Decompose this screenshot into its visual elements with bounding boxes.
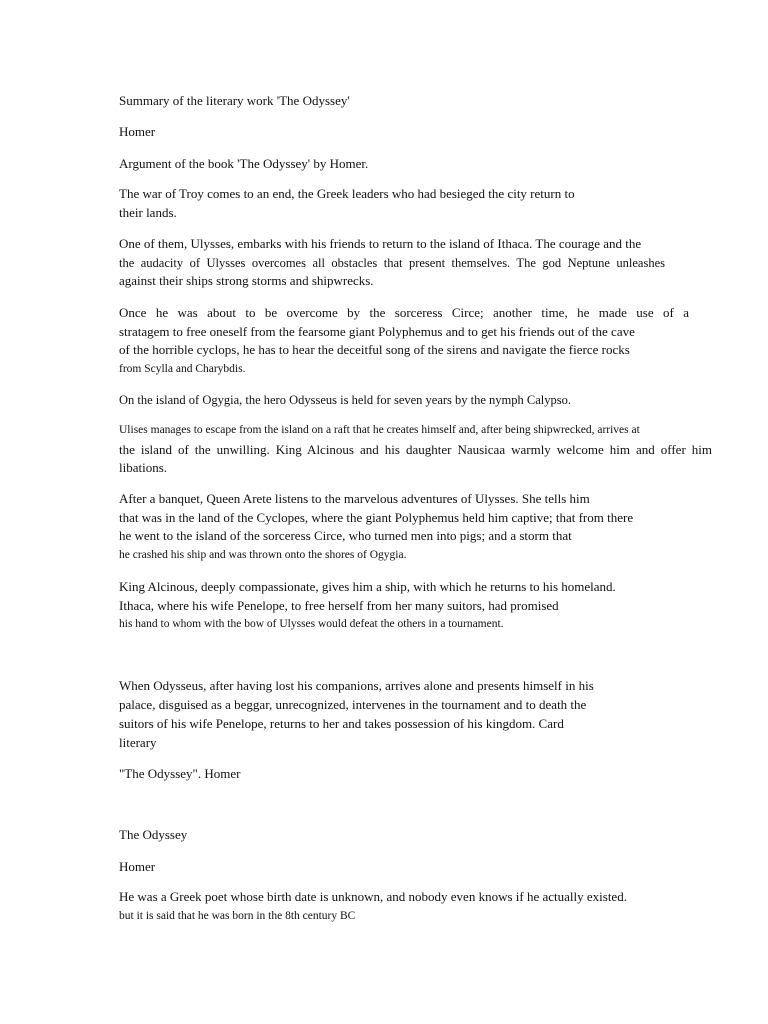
paragraph-line: that was in the land of the Cyclopes, where the giant Polyphemus held him captive; that from there — [119, 510, 634, 525]
paragraph-line: libations. — [119, 460, 168, 475]
paragraph-line: On the island of Ogygia, the hero Odysseus is held for seven years by the nymph Calypso. — [119, 393, 572, 407]
paragraph-line: he crashed his ship and was thrown onto the shores of Ogygia. — [119, 549, 407, 561]
summary-title: Summary of the literary work 'The Odyssey' — [119, 93, 350, 108]
paragraph-line: against their ships strong storms and shipwrecks. — [119, 273, 374, 288]
section-title: The Odyssey — [119, 827, 188, 842]
paragraph-line: Once he was about to be overcome by the sorceress Circe; another time, he made use of a — [119, 305, 689, 320]
paragraph-line: One of them, Ulysses, embarks with his friends to return to the island of Ithaca. The courage and the — [119, 236, 642, 251]
paragraph-line: he went to the island of the sorceress Circe, who turned men into pigs; and a storm that — [119, 528, 572, 543]
paragraph-line: from Scylla and Charybdis. — [119, 363, 246, 375]
paragraph-line: King Alcinous, deeply compassionate, gives him a ship, with which he returns to his homeland. — [119, 579, 616, 594]
paragraph-line: his hand to whom with the bow of Ulysses would defeat the others in a tournament. — [119, 618, 504, 630]
paragraph-line: but it is said that he was born in the 8th century BC — [119, 910, 356, 922]
section-author: Homer — [119, 859, 156, 874]
paragraph-line: Ulises manages to escape from the island on a raft that he creates himself and, after being shipwrecked, arrives at — [119, 424, 640, 436]
paragraph-line: When Odysseus, after having lost his companions, arrives alone and presents himself in his — [119, 678, 594, 693]
argument-title: Argument of the book 'The Odyssey' by Homer. — [119, 156, 369, 171]
paragraph-line: suitors of his wife Penelope, returns to her and takes possession of his kingdom. Card — [119, 716, 564, 731]
author-name: Homer — [119, 124, 156, 139]
paragraph-line: He was a Greek poet whose birth date is unknown, and nobody even knows if he actually existed. — [119, 889, 627, 904]
paragraph-line: The war of Troy comes to an end, the Greek leaders who had besieged the city return to — [119, 186, 575, 201]
paragraph-line: Ithaca, where his wife Penelope, to free herself from her many suitors, had promised — [119, 598, 559, 613]
paragraph-line: the audacity of Ulysses overcomes all obstacles that present themselves. The god Neptune unleashes — [119, 256, 665, 270]
paragraph-line: literary — [119, 735, 157, 750]
paragraph-line: After a banquet, Queen Arete listens to the marvelous adventures of Ulysses. She tells him — [119, 491, 590, 506]
paragraph-line: stratagem to free oneself from the fearsome giant Polyphemus and to get his friends out of the cave — [119, 324, 635, 339]
paragraph-line: their lands. — [119, 205, 177, 220]
paragraph-line: the island of the unwilling. King Alcinous and his daughter Nausicaa warmly welcome him and offer him — [119, 442, 712, 457]
paragraph-line: of the horrible cyclops, he has to hear the deceitful song of the sirens and navigate the fierce rocks — [119, 342, 630, 357]
paragraph-line: palace, disguised as a beggar, unrecognized, intervenes in the tournament and to death the — [119, 697, 587, 712]
card-title: "The Odyssey". Homer — [119, 766, 241, 781]
